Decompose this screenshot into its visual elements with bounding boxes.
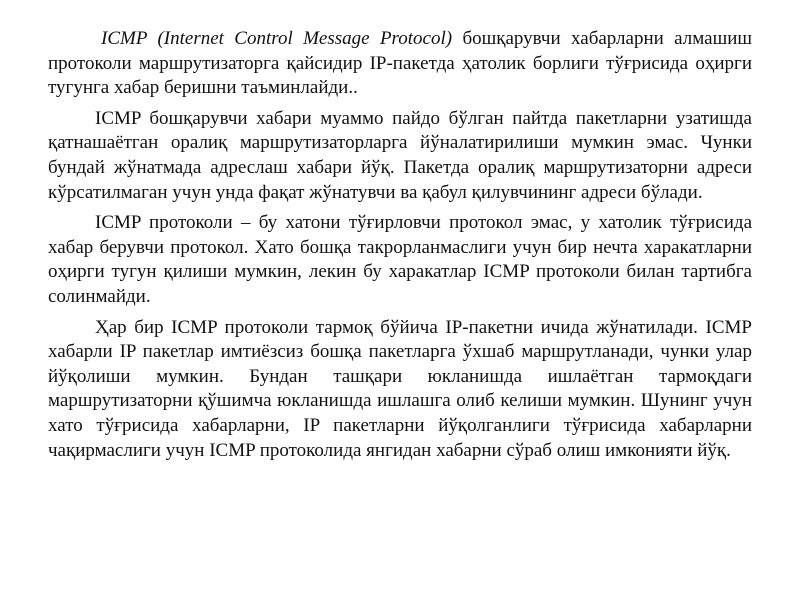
paragraph-icmp-definition: [48, 27, 752, 101]
paragraph-icmp-transmission: Ҳар бир ICMP протоколи тармоқ бўйича IP-пакетни ичида жўнатилади. ICMP хабарли IP пакетлар имтиёзсиз бошқа пакетларга ўхшаб маршрутланади, чунки улар йўқолиши мумкин. Бундан ташқари юкланишда ишлаётган тармоқдаги маршрутизаторни қўшимча юкланишда ишлашга олиб келиши мумкин. Шунинг учун хато тўғрисида хабарларни, IP пакетларни йўқолганлиги тўғрисида хабарларни чақирмаслиги учун ICMP протоколида янгидан хабарни сўраб олиш имконияти йўқ.: [48, 316, 752, 461]
paragraph-icmp-error-reporting: ICMP протоколи – бу хатони тўғирловчи протокол эмас, у хатолик тўғрисида хабар берувчи протокол. Хато бошқа такрорланмаслиги учун бир нечта харакатларни оҳирги тугун қилиши мумкин, лекин бу харакатлар ICMP протоколи билан тартибга солинмайди.: [48, 212, 752, 307]
icmp-term: ICMP (Internet Control Message Protocol): [101, 28, 453, 49]
paragraph-icmp-routing: ICMP бошқарувчи хабари муаммо пайдо бўлган пайтда пакетларни узатишда қатнашаётган оралиқ маршрутизаторларга йўналатирилиши мумкин эмас. Чунки бундай жўнатмада адреслаш хабари йўқ. Пакетда оралиқ маршрутизаторни адреси кўрсатилмаган учун унда фақат жўнатувчи ва қабул қилувчининг адреси бўлади.: [48, 107, 752, 203]
paragraph-text: бошқарувчи хабарларни алмашиш протоколи маршрутизаторга қайсидир IP-пакетда ҳатолик борлиги тўғрисида оҳирги тугунга хабар беришни таъминлайди..: [48, 28, 752, 99]
document-body: [48, 27, 752, 469]
